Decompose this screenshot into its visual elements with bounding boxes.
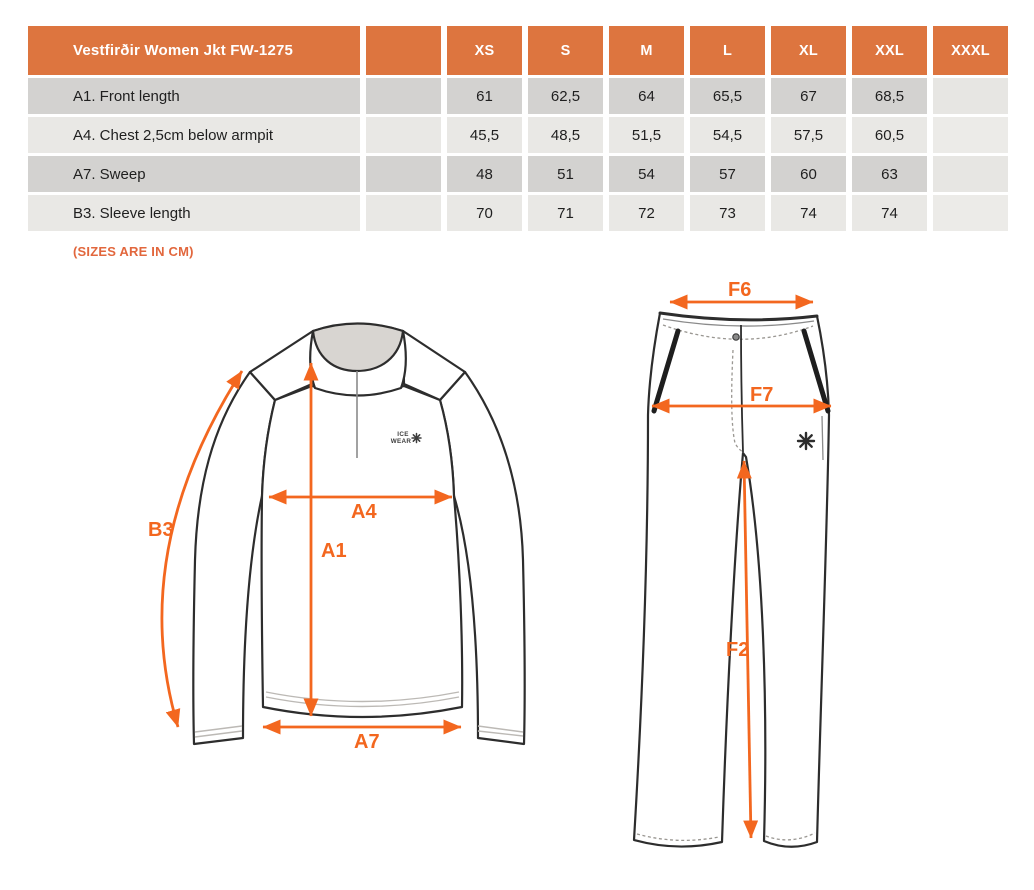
jacket-drawing: [148, 324, 525, 754]
header-size-xl: XL: [771, 26, 846, 75]
measure-label-a4: A4: [351, 501, 377, 523]
value-cell: 57,5: [771, 117, 846, 153]
value-cell: 51,5: [609, 117, 684, 153]
jacket-body: [262, 386, 463, 717]
row-label: A4. Chest 2,5cm below armpit: [28, 117, 360, 153]
row-label: B3. Sleeve length: [28, 195, 360, 231]
value-cell: 74: [852, 195, 927, 231]
value-cell: 74: [771, 195, 846, 231]
value-cell: 62,5: [528, 78, 603, 114]
value-cell: 48,5: [528, 117, 603, 153]
value-cell: 63: [852, 156, 927, 192]
row-label: A7. Sweep: [28, 156, 360, 192]
logo-line1: ICE: [397, 431, 409, 438]
logo-line2: WEAR: [390, 438, 412, 445]
value-cell: 60,5: [852, 117, 927, 153]
header-size-m: M: [609, 26, 684, 75]
measure-label-f2: F2: [726, 639, 750, 661]
measure-label-f6: F6: [728, 279, 752, 301]
measure-label-a1: A1: [321, 540, 347, 562]
table-row: [28, 156, 1008, 192]
empty-cell: [366, 117, 441, 153]
size-table: [22, 23, 1014, 234]
waist-button: [733, 334, 739, 340]
value-cell: 68,5: [852, 78, 927, 114]
value-cell: [933, 195, 1008, 231]
empty-cell: [366, 156, 441, 192]
table-row: [28, 195, 1008, 231]
sizes-unit-note: (SIZES ARE IN CM): [73, 244, 194, 259]
row-label: A1. Front length: [28, 78, 360, 114]
value-cell: 70: [447, 195, 522, 231]
table-title: Vestfirðir Women Jkt FW-1275: [28, 26, 360, 75]
empty-cell: [366, 78, 441, 114]
value-cell: 48: [447, 156, 522, 192]
size-guide-diagram: [0, 260, 1034, 890]
header-size-l: L: [690, 26, 765, 75]
value-cell: 72: [609, 195, 684, 231]
value-cell: [933, 78, 1008, 114]
measure-label-f7: F7: [750, 384, 774, 406]
header-size-s: S: [528, 26, 603, 75]
measure-label-a7: A7: [354, 731, 380, 753]
snowflake-icon: [412, 434, 421, 443]
value-cell: [933, 117, 1008, 153]
value-cell: 64: [609, 78, 684, 114]
value-cell: 51: [528, 156, 603, 192]
header-size-xxxl: XXXL: [933, 26, 1008, 75]
value-cell: 73: [690, 195, 765, 231]
value-cell: 54: [609, 156, 684, 192]
value-cell: 65,5: [690, 78, 765, 114]
snowflake-icon: [798, 433, 814, 449]
value-cell: 60: [771, 156, 846, 192]
empty-cell: [366, 195, 441, 231]
value-cell: [933, 156, 1008, 192]
table-row: [28, 117, 1008, 153]
table-row: [28, 78, 1008, 114]
pants-drawing: [634, 279, 831, 847]
value-cell: 57: [690, 156, 765, 192]
value-cell: 45,5: [447, 117, 522, 153]
header-size-xxl: XXL: [852, 26, 927, 75]
measure-label-b3: B3: [148, 519, 174, 541]
header-size-xs: XS: [447, 26, 522, 75]
table-header-row: [28, 26, 1008, 75]
pants-outline: [634, 313, 829, 847]
value-cell: 54,5: [690, 117, 765, 153]
value-cell: 71: [528, 195, 603, 231]
value-cell: 61: [447, 78, 522, 114]
value-cell: 67: [771, 78, 846, 114]
header-empty-cell: [366, 26, 441, 75]
